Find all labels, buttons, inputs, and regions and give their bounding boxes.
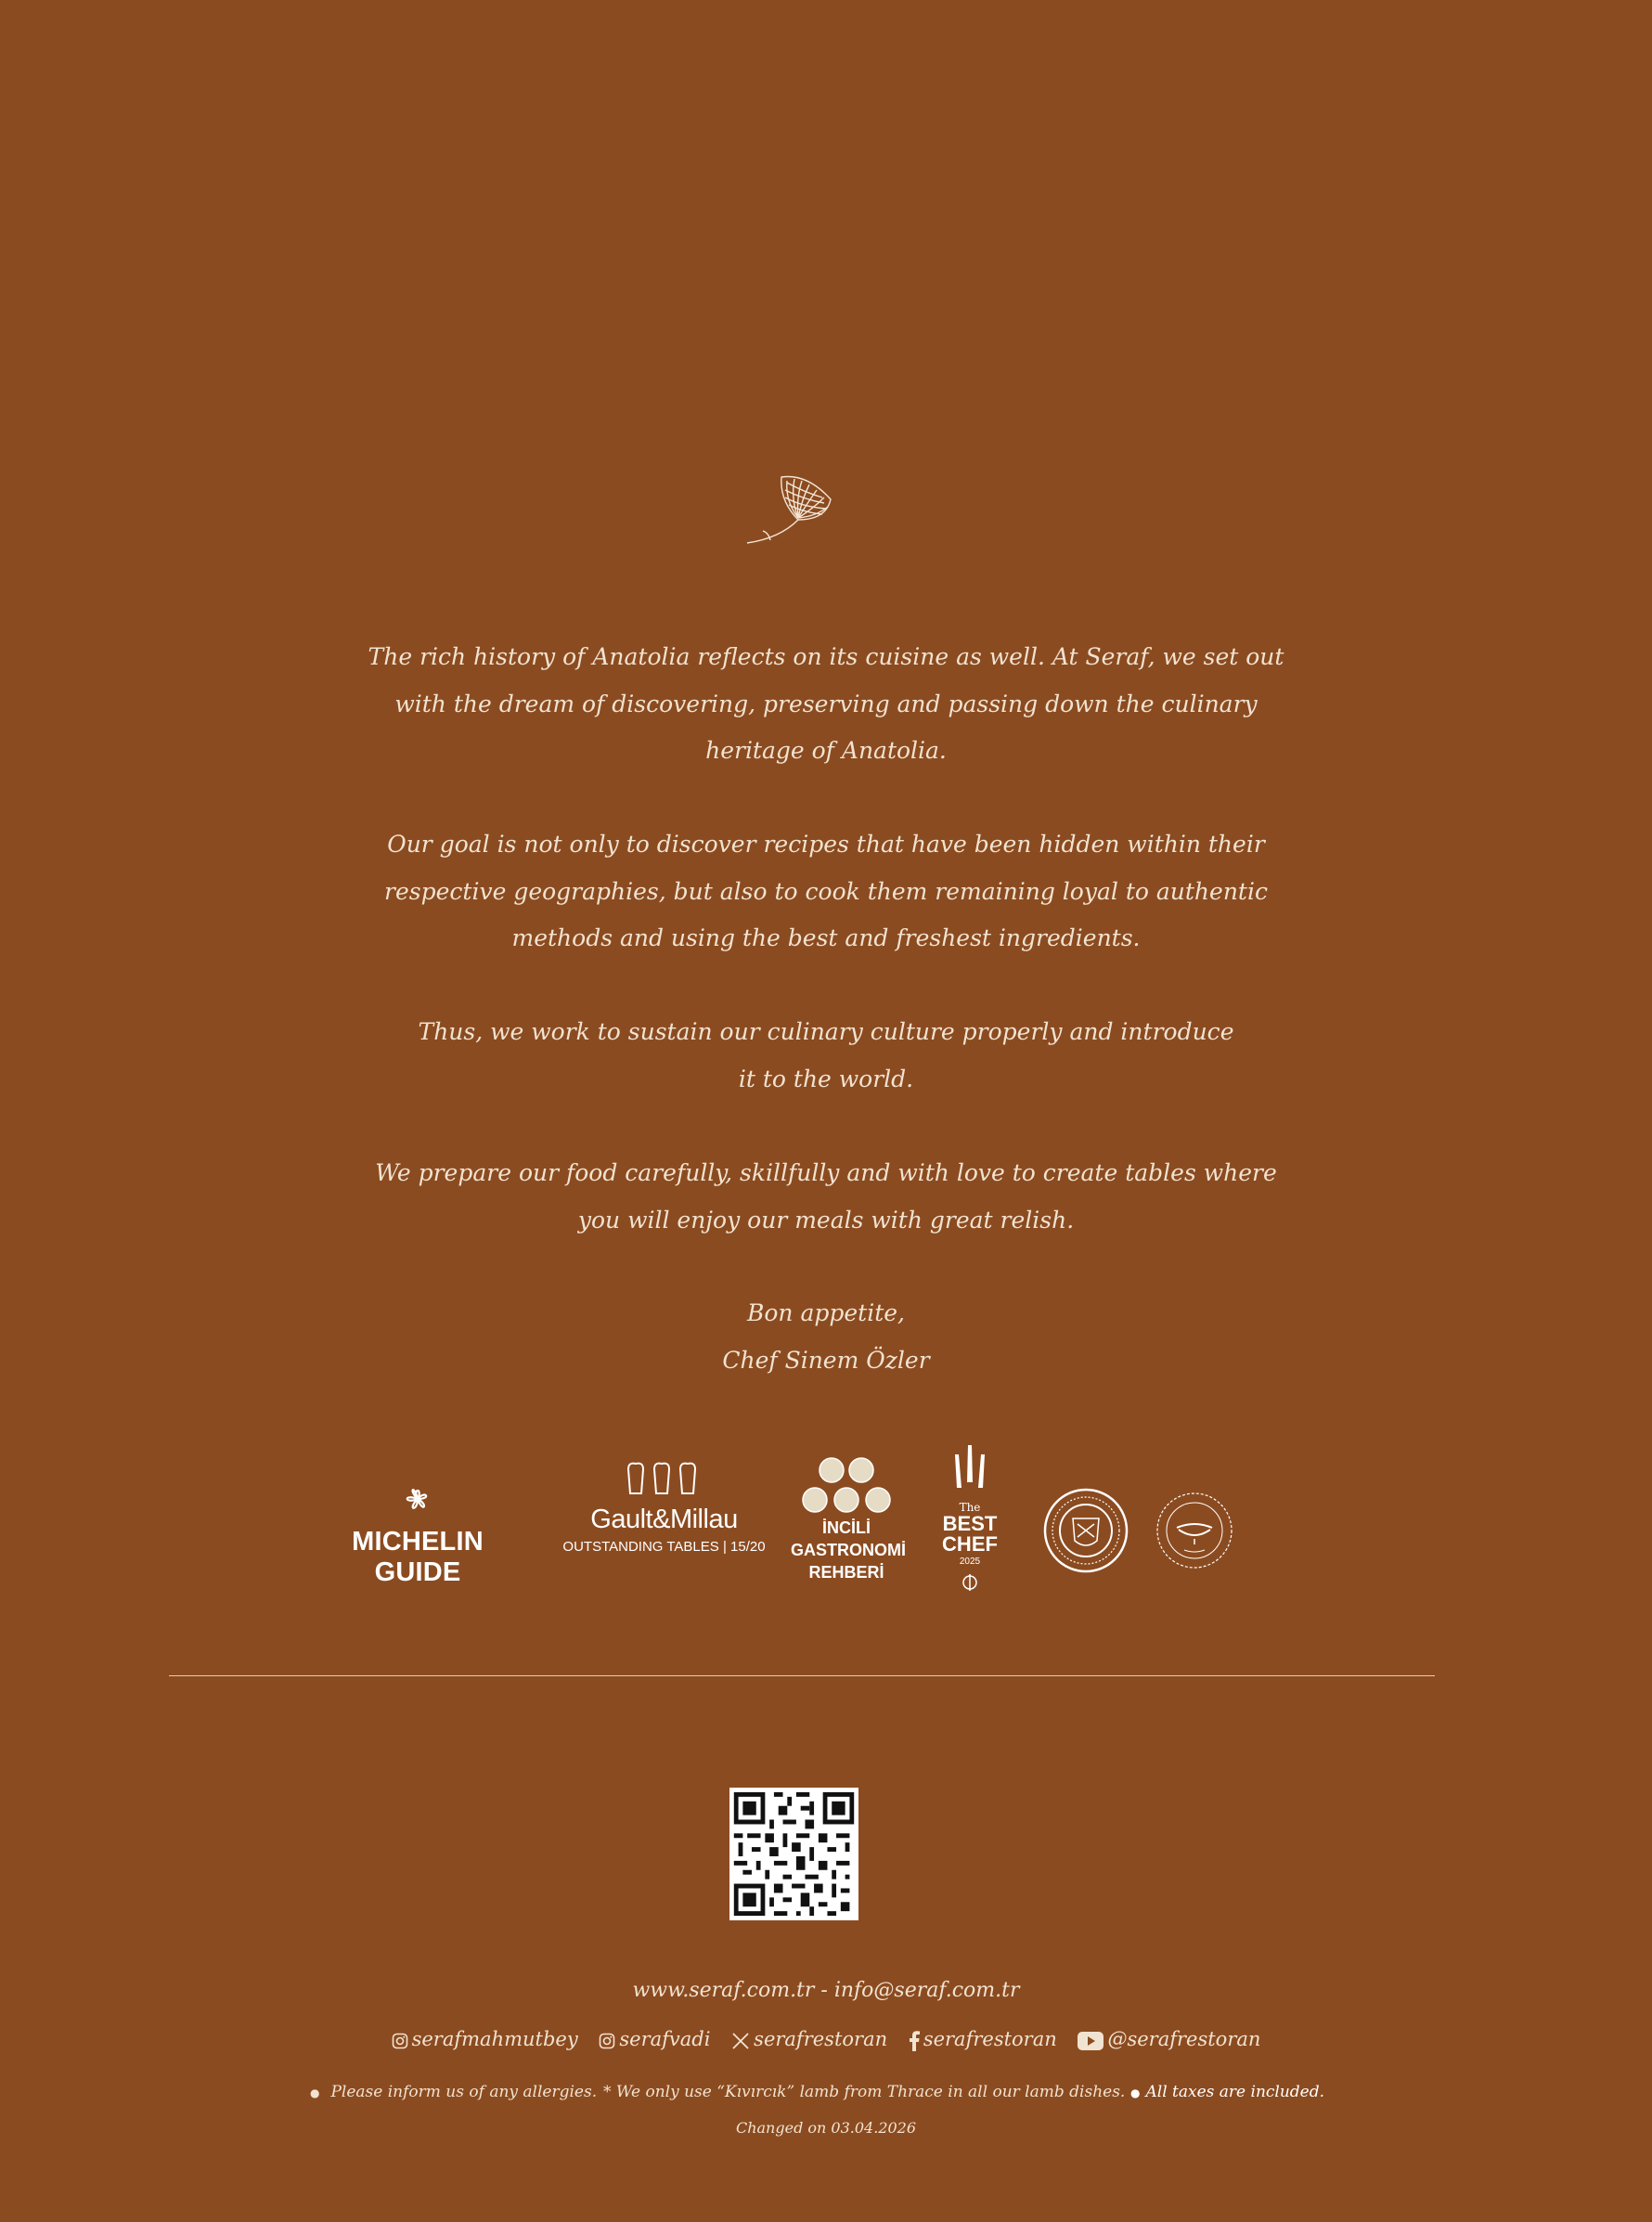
signature — [0, 1290, 1652, 1384]
intro-paragraph-4 — [0, 1150, 1652, 1244]
intro-line: methods and using the best and freshest ingredients. — [511, 924, 1141, 951]
intro-line: Our goal is not only to discover recipes that have been hidden within their — [387, 831, 1265, 858]
intro-paragraph-1 — [0, 634, 1652, 775]
social-youtube[interactable] — [1078, 2028, 1260, 2050]
michelin-guide-logo — [306, 1479, 529, 1588]
intro-paragraph-3 — [0, 1009, 1652, 1103]
bullet-icon: ● — [310, 2086, 320, 2099]
awards-row — [0, 1434, 1652, 1620]
gault-millau-name: Gault&Millau — [590, 1505, 738, 1534]
intro-line: with the dream of discovering, preserving and passing down the culinary — [394, 690, 1258, 717]
incili-line-1: İNCİLİ — [822, 1518, 871, 1537]
taxes-note — [1130, 2083, 1324, 2101]
gault-millau-sub: OUTSTANDING TABLES | 15/20 — [562, 1539, 766, 1555]
social-links — [0, 2028, 1652, 2051]
michelin-label: MICHELIN GUIDE — [352, 1527, 484, 1587]
intro-line: heritage of Anatolia. — [705, 737, 947, 764]
allergy-note — [310, 2083, 597, 2101]
social-handle: @serafrestoran — [1107, 2028, 1261, 2050]
intro-line: Thus, we work to sustain our culinary culture properly and introduce — [418, 1018, 1234, 1045]
incili-gastronomi-logo — [791, 1457, 906, 1583]
instagram-icon — [392, 2033, 408, 2049]
intro-line: We prepare our food carefully, skillfully and with love to create tables where — [375, 1159, 1277, 1186]
divider — [169, 1675, 1435, 1676]
changed-date — [0, 2119, 1652, 2137]
circular-seal-icon — [1042, 1487, 1129, 1574]
best-chef-line-2: CHEF — [942, 1532, 998, 1556]
facebook-icon — [909, 2031, 920, 2051]
intro-line: The rich history of Anatolia reflects on its cuisine as well. At Seraf, we set out — [368, 643, 1284, 670]
mutfak-dostlari-seal-icon — [1151, 1487, 1238, 1574]
intro-line: you will enjoy our meals with great relish. — [577, 1206, 1075, 1234]
qr-code[interactable] — [729, 1788, 858, 1920]
toque-icons — [623, 1460, 706, 1499]
social-x[interactable] — [731, 2028, 887, 2050]
social-handle: serafrestoran — [754, 2028, 888, 2050]
bullet-icon: ● — [1130, 2086, 1141, 2099]
social-handle: serafmahmutbey — [411, 2028, 578, 2050]
best-chef-line-1: BEST — [942, 1512, 998, 1535]
chef-name: Chef Sinem Özler — [722, 1346, 930, 1374]
allergy-text: Please inform us of any allergies. — [330, 2083, 598, 2101]
incili-line-3: REHBERİ — [808, 1563, 884, 1582]
pearls-icon — [796, 1457, 897, 1515]
social-instagram-mahmutbey[interactable] — [392, 2028, 578, 2050]
intro-line: it to the world. — [738, 1065, 914, 1092]
youtube-icon — [1078, 2032, 1103, 2050]
intro-line: respective geographies, but also to cook them remaining loyal to authentic — [384, 877, 1268, 905]
instagram-icon — [599, 2033, 615, 2049]
incili-line-2: GASTRONOMİ — [791, 1541, 906, 1559]
closing-line: Bon appetite, — [746, 1299, 905, 1326]
contact-line — [0, 1979, 1652, 2002]
taxes-text: All taxes are included. — [1145, 2083, 1325, 2101]
seraf-logo-icon — [742, 464, 854, 552]
best-chef-the: The — [959, 1501, 981, 1514]
michelin-star-icon — [397, 1479, 438, 1519]
gault-millau-logo — [555, 1460, 773, 1555]
lamb-note — [603, 2083, 1125, 2101]
social-instagram-vadi[interactable] — [599, 2028, 710, 2050]
best-chef-emblem-icon — [962, 1572, 978, 1593]
website-email[interactable]: www.seraf.com.tr - info@seraf.com.tr — [632, 1979, 1020, 2002]
changed-text: Changed on 03.04.2026 — [735, 2119, 917, 2137]
best-chef-logo — [933, 1445, 1007, 1593]
x-icon — [731, 2032, 750, 2050]
lamb-text: * We only use “Kıvırcık” lamb from Thrace in all our lamb dishes. — [603, 2083, 1126, 2101]
knives-icon — [949, 1445, 990, 1499]
social-facebook[interactable] — [909, 2028, 1057, 2051]
social-handle: serafvadi — [619, 2028, 711, 2050]
best-chef-year: 2025 — [959, 1557, 981, 1567]
intro-paragraph-2 — [0, 821, 1652, 962]
social-handle: serafrestoran — [923, 2028, 1057, 2050]
